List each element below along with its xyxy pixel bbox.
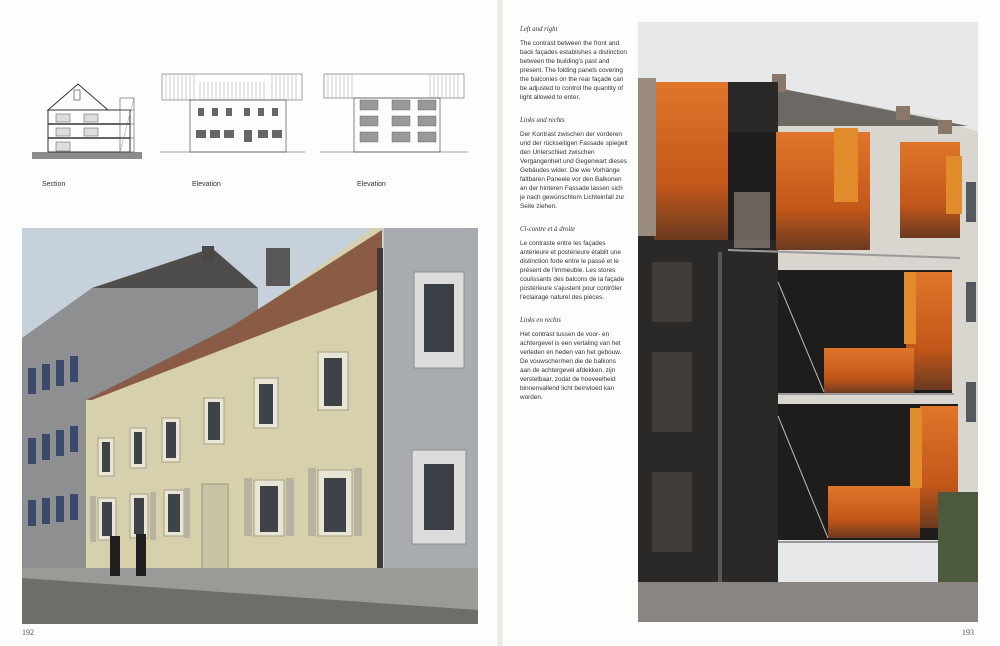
caption-fr (520, 225, 628, 302)
caption-de (520, 116, 628, 211)
front-facade-photo (22, 228, 478, 624)
page-number-left: 192 (22, 628, 34, 637)
caption-heading-en: Left and right (520, 26, 558, 33)
section-caption: Section (42, 181, 66, 188)
caption-body-de: Der Kontrast zwischen der vorderen und der rückseitigen Fassade spiegelt den Unterschied zwischen Vergangenheit und Gegenwart dieses Gebäudes wider. Die wie Vorhänge faltbaren Paneele vor den Balkonen an der hinteren Fassade lassen sich je nach gewünschtem Lichteinfall zur Seite ziehen. (520, 131, 628, 210)
caption-heading-de: Links und rechts (520, 117, 565, 124)
rear-facade-photo (638, 22, 978, 622)
elevation-caption-1: Elevation (192, 181, 221, 188)
caption-heading-nl: Links en rechts (520, 317, 561, 324)
caption-en (520, 25, 628, 102)
elevation-caption-2: Elevation (357, 181, 386, 188)
caption-nl (520, 316, 628, 402)
section-drawing (30, 70, 155, 170)
caption-heading-fr: Ci-contre et à droite (520, 226, 576, 233)
caption-body-nl: Het contrast tussen de voor- en achtergevel is een vertaling van het verleden en heden van het gebouw. De vouwschermen die de balkons aan de achtergevel afdekken, zijn verstelbaar, zodat de hoeveelheid binnenvallend licht beïnvloed kan worden. (520, 331, 622, 401)
page-number-right: 193 (962, 628, 974, 637)
page-gutter (497, 0, 503, 646)
rear-elevation-drawing (320, 70, 468, 170)
caption-body-en: The contrast between the front and back façades establishes a distinction between the building's past and present. The folding panels covering the balconies on the rear façade can be adjusted to control the quantity of light allowed to enter. (520, 40, 627, 101)
caption-text-column (520, 25, 628, 416)
front-elevation-drawing (160, 70, 305, 170)
caption-body-fr: Le contraste entre les façades antérieure et postérieure établit une distinction forte entre le passé et le présent de l'immeuble. Les stores coulissants des balcons de la façade postérieure s'ajustent pour contrôler l'éclairage naturel des pièces. (520, 240, 625, 301)
